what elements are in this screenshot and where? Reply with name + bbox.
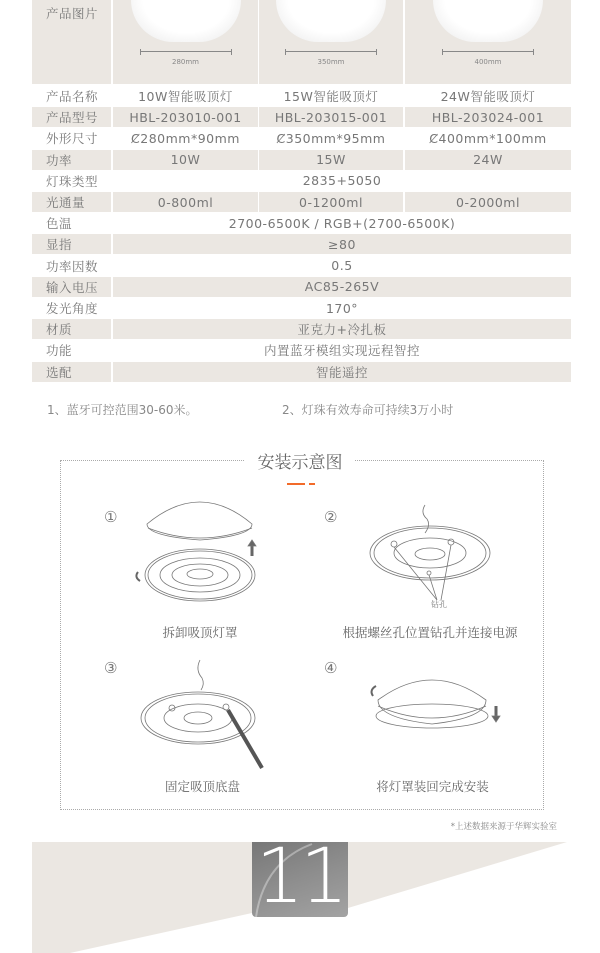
spec-value: 0-1200ml bbox=[259, 192, 403, 212]
spec-value: 170° bbox=[325, 300, 359, 316]
spec-value: 10W bbox=[113, 150, 258, 170]
spec-value: 0-2000ml bbox=[405, 192, 571, 212]
spec-label: 光通量 bbox=[32, 192, 111, 212]
install-title: 安装示意图 bbox=[245, 448, 355, 473]
spec-value: Ȼ280mm*90mm bbox=[131, 130, 240, 146]
spec-label: 材质 bbox=[32, 319, 111, 339]
step-4-caption: 将灯罩装回完成安装 bbox=[376, 779, 489, 794]
spec-value: 0-800ml bbox=[113, 192, 258, 212]
step-1-number: ① bbox=[104, 508, 118, 526]
step-3-number: ③ bbox=[104, 659, 118, 677]
spec-value: 智能遥控 bbox=[113, 362, 571, 382]
spec-value: HBL-203010-001 bbox=[113, 107, 258, 127]
step-4-number: ④ bbox=[324, 659, 338, 677]
step-2-caption: 根据螺丝孔位置钻孔并连接电源 bbox=[342, 625, 518, 640]
label-product-image: 产品图片 bbox=[32, 0, 111, 84]
spec-label: 产品型号 bbox=[32, 107, 111, 127]
spec-label: 发光角度 bbox=[46, 301, 99, 316]
spec-label: 功率因数 bbox=[46, 258, 99, 274]
spec-value: 24W bbox=[405, 150, 571, 170]
spec-value: ≥80 bbox=[113, 234, 571, 254]
spec-value: 内置蓝牙模组实现远程智控 bbox=[263, 343, 420, 359]
spec-label: 色温 bbox=[46, 216, 73, 232]
spec-value: 2835+5050 bbox=[302, 173, 382, 189]
dimension-label: 280mm bbox=[172, 58, 199, 66]
spec-label: 灯珠类型 bbox=[46, 173, 99, 189]
dimension-label: 400mm bbox=[474, 58, 502, 66]
spec-label: 功率 bbox=[32, 150, 111, 170]
page-number: 11 bbox=[255, 842, 345, 917]
spec-label: 显指 bbox=[32, 234, 111, 254]
spec-value: 亚克力+冷扎板 bbox=[113, 319, 571, 339]
spec-value: 15W bbox=[259, 150, 403, 170]
spec-label: 外形尺寸 bbox=[46, 131, 99, 147]
spec-value: HBL-203024-001 bbox=[405, 107, 571, 127]
spec-value: 10W智能吸顶灯 bbox=[138, 89, 233, 104]
note-2: 2、灯珠有效寿命可持续3万小时 bbox=[282, 403, 454, 417]
step-1-caption: 拆卸吸顶灯罩 bbox=[162, 625, 238, 640]
spec-value: AC85-265V bbox=[113, 277, 571, 297]
spec-value: 2700-6500K / RGB+(2700-6500K) bbox=[228, 215, 456, 231]
spec-value: Ȼ350mm*95mm bbox=[276, 130, 386, 146]
source-note: *上述数据来源于华辉实验室 bbox=[450, 822, 557, 832]
spec-value: 15W智能吸顶灯 bbox=[283, 89, 379, 104]
spec-value: 0.5 bbox=[331, 258, 353, 274]
spec-label: 输入电压 bbox=[32, 277, 111, 297]
step-2-number: ② bbox=[324, 508, 338, 526]
drill-callout: 钻孔 bbox=[431, 600, 447, 609]
page-number-tile bbox=[252, 842, 348, 917]
spec-value: HBL-203015-001 bbox=[259, 107, 403, 127]
dimension-label: 350mm bbox=[317, 58, 345, 66]
spec-value: 24W智能吸顶灯 bbox=[440, 89, 536, 104]
spec-label: 选配 bbox=[32, 362, 111, 382]
step-3-caption: 固定吸顶底盘 bbox=[164, 779, 240, 794]
spec-label: 功能 bbox=[46, 343, 73, 359]
note-1: 1、蓝牙可控范围30-60米。 bbox=[47, 403, 198, 417]
spec-label: 产品名称 bbox=[46, 89, 99, 104]
spec-value: Ȼ400mm*100mm bbox=[429, 130, 547, 146]
